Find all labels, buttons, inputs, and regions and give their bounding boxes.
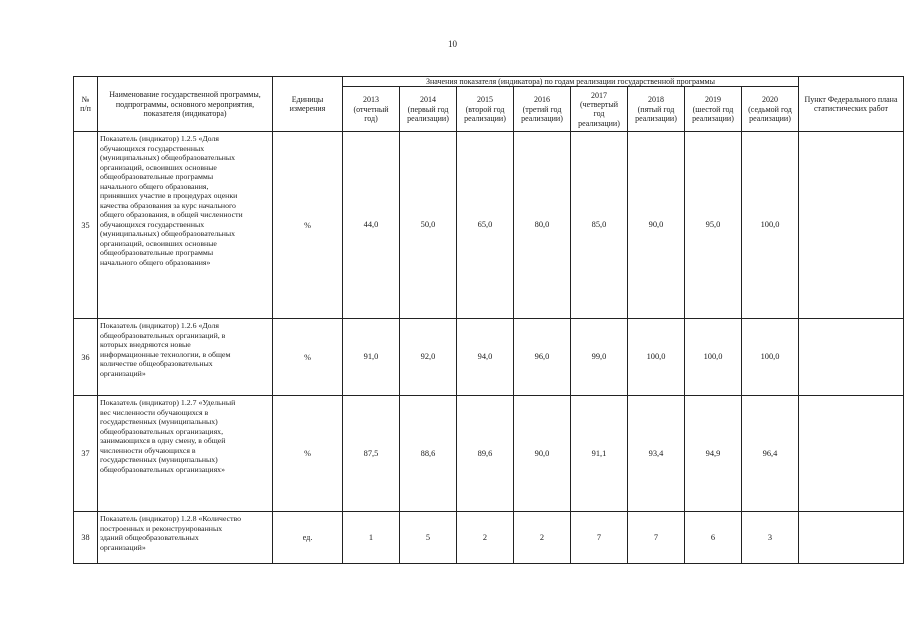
value-2016: 2	[514, 512, 571, 564]
value-2019: 100,0	[685, 319, 742, 396]
indicator-table	[73, 76, 904, 564]
value-2020: 100,0	[742, 132, 799, 319]
header-year-2017: 2017 (четвертый год реализации)	[571, 87, 628, 132]
value-2018: 7	[628, 512, 685, 564]
value-2016: 80,0	[514, 132, 571, 319]
value-2014: 88,6	[400, 396, 457, 512]
value-2017: 99,0	[571, 319, 628, 396]
header-year-2019: 2019 (шестой год реализации)	[685, 87, 742, 132]
row-plan	[799, 319, 904, 396]
value-2019: 6	[685, 512, 742, 564]
value-2016: 90,0	[514, 396, 571, 512]
value-2020: 96,4	[742, 396, 799, 512]
row-plan	[799, 512, 904, 564]
row-unit: %	[273, 396, 343, 512]
value-2015: 89,6	[457, 396, 514, 512]
table-row	[74, 319, 904, 396]
value-2015: 2	[457, 512, 514, 564]
table-row	[74, 396, 904, 512]
row-unit: %	[273, 132, 343, 319]
header-num: № п/п	[74, 77, 98, 132]
header-plan: Пункт Федерального плана статистических работ	[799, 77, 904, 132]
value-2018: 100,0	[628, 319, 685, 396]
header-unit: Единицы измерения	[273, 77, 343, 132]
header-year-2016: 2016 (третий год реализации)	[514, 87, 571, 132]
row-unit: %	[273, 319, 343, 396]
value-2020: 3	[742, 512, 799, 564]
header-year-2020: 2020 (седьмой год реализации)	[742, 87, 799, 132]
value-2016: 96,0	[514, 319, 571, 396]
table-row	[74, 512, 904, 564]
header-year-2014: 2014 (первый год реализации)	[400, 87, 457, 132]
value-2015: 65,0	[457, 132, 514, 319]
header-year-2013: 2013 (отчетный год)	[343, 87, 400, 132]
row-indicator-name: Показатель (индикатор) 1.2.8 «Количество построенных и реконструированных зданий общеобразовательных организаций»	[98, 512, 273, 564]
value-2018: 90,0	[628, 132, 685, 319]
row-plan	[799, 132, 904, 319]
value-2014: 5	[400, 512, 457, 564]
row-num: 36	[74, 319, 98, 396]
value-2017: 91,1	[571, 396, 628, 512]
page-number: 10	[448, 39, 457, 49]
header-name: Наименование государственной программы, подпрограммы, основного мероприятия, показателя (индикатора)	[98, 77, 273, 132]
value-2020: 100,0	[742, 319, 799, 396]
row-indicator-name: Показатель (индикатор) 1.2.7 «Удельный вес численности обучающихся в государственных (муниципальных) общеобразовательных организациях, занимающихся в одну смену, в общей численности обучающихся в государственных (муниципальных) общеобразовательных организациях»	[98, 396, 273, 512]
value-2019: 94,9	[685, 396, 742, 512]
header-values-group: Значения показателя (индикатора) по годам реализации государственной программы	[343, 77, 799, 87]
row-unit: ед.	[273, 512, 343, 564]
value-2013: 1	[343, 512, 400, 564]
value-2013: 91,0	[343, 319, 400, 396]
row-num: 38	[74, 512, 98, 564]
header-year-2018: 2018 (пятый год реализации)	[628, 87, 685, 132]
row-indicator-name: Показатель (индикатор) 1.2.6 «Доля общеобразовательных организаций, в которых внедряются новые информационные технологии, в общем количестве общеобразовательных организаций»	[98, 319, 273, 396]
row-num: 35	[74, 132, 98, 319]
value-2019: 95,0	[685, 132, 742, 319]
value-2017: 7	[571, 512, 628, 564]
header-year-2015: 2015 (второй год реализации)	[457, 87, 514, 132]
value-2015: 94,0	[457, 319, 514, 396]
value-2017: 85,0	[571, 132, 628, 319]
row-num: 37	[74, 396, 98, 512]
value-2018: 93,4	[628, 396, 685, 512]
row-plan	[799, 396, 904, 512]
row-indicator-name: Показатель (индикатор) 1.2.5 «Доля обучающихся государственных (муниципальных) общеобразовательных организаций, освоивших основные общеобразовательные программы начального общего образования, принявших участие в процедурах оценки качества образования за курс начального общего образования, в общей численности обучающихся государственных (муниципальных) общеобразовательных организаций, освоивших основные общеобразовательные программы начального общего образования»	[98, 132, 273, 319]
table-row	[74, 132, 904, 319]
value-2013: 87,5	[343, 396, 400, 512]
value-2014: 92,0	[400, 319, 457, 396]
value-2013: 44,0	[343, 132, 400, 319]
value-2014: 50,0	[400, 132, 457, 319]
